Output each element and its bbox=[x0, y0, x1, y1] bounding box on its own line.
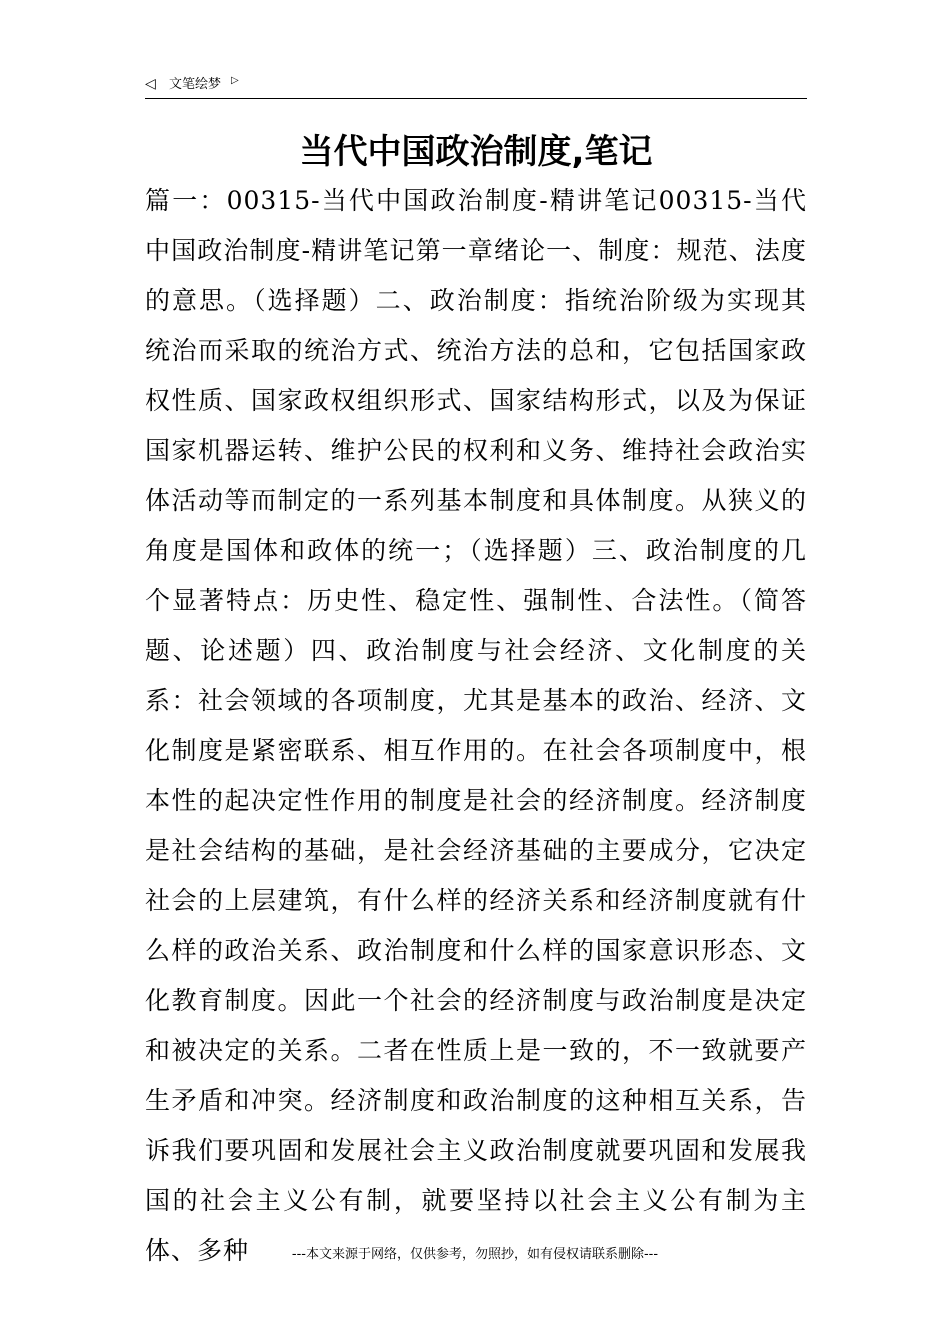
page-header bbox=[145, 72, 807, 99]
footer-notice: ---本文来源于网络，仅供参考，勿照抄，如有侵权请联系删除--- bbox=[291, 1247, 659, 1262]
document-title: 当代中国政治制度,笔记 bbox=[299, 132, 653, 172]
document-body: 篇一：00315-当代中国政治制度-精讲笔记00315-当代中国政治制度-精讲笔记第一章绪论一、制度：规范、法度的意思。（选择题）二、政治制度：指统治阶级为实现其统治而采取的统治方式、统治方法的总和，它包括国家政权性质、国家政权组织形式、国家结构形式，以及为保证国家机器运转、维护公民的权利和义务、维持社会政治实体活动等而制定的一系列基本制度和具体制度。从狭义的角度是国体和政体的统一；（选择题）三、政治制度的几个显著特点：历史性、稳定性、强制性、合法性。（简答题、论述题）四、政治制度与社会经济、文化制度的关系：社会领域的各项制度，尤其是基本的政治、经济、文化制度是紧密联系、相互作用的。在社会各项制度中，根本性的起决定性作用的制度是社会的经济制度。经济制度是社会结构的基础，是社会经济基础的主要成分，它决定社会的上层建筑，有什么样的经济关系和经济制度就有什么样的政治关系、政治制度和什么样的国家意识形态、文化教育制度。因此一个社会的经济制度与政治制度是决定和被决定的关系。二者在性质上是一致的，不一致就要产生矛盾和冲突。经济制度和政治制度的这种相互关系，告诉我们要巩固和发展社会主义政治制度就要巩固和发展我国的社会主义公有制，就要坚持以社会主义公有制为主体、多种 bbox=[145, 186, 807, 1265]
left-triangle-icon: ◁ bbox=[145, 76, 156, 92]
right-triangle-icon: ▷ bbox=[231, 75, 239, 86]
header-brand: 文笔绘梦 bbox=[169, 77, 222, 92]
